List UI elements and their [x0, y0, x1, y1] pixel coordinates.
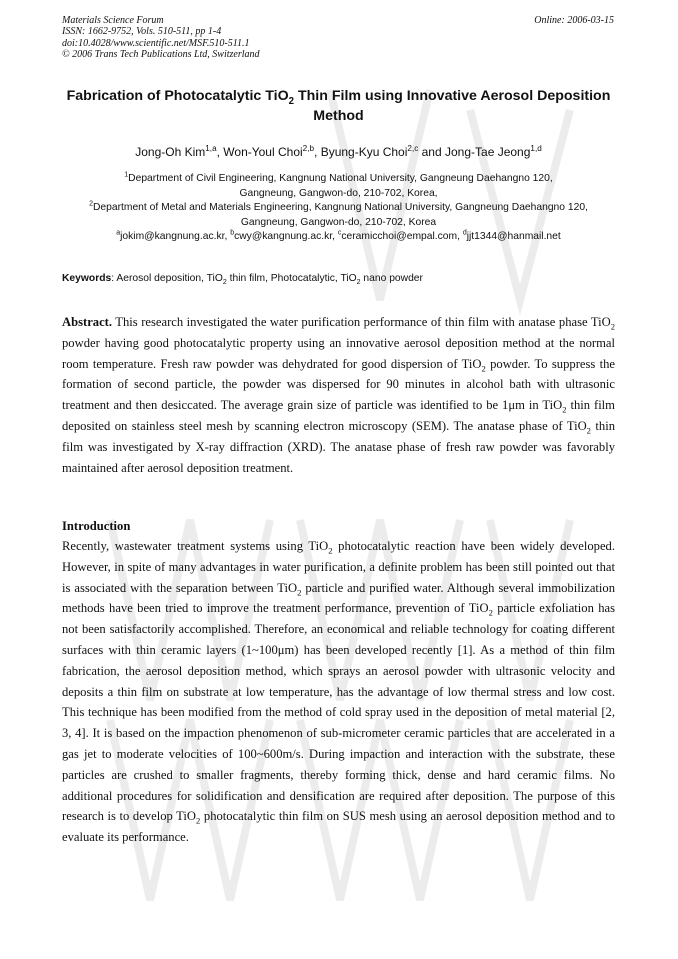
email-sup: b [230, 229, 235, 237]
affiliations [60, 172, 617, 245]
intro-sub: 2 [196, 815, 201, 826]
email-address: jokim@kangnung.ac.kr, [120, 231, 231, 243]
abstract-sub: 2 [610, 321, 615, 332]
abstract-text: This research investigated the water purification performance of thin film with anatase phase TiO [112, 315, 611, 329]
author-name: Jong-Tae Jeong [445, 145, 531, 159]
abstract-sub: 2 [481, 363, 486, 374]
author [445, 145, 542, 159]
copyright-line: © 2006 Trans Tech Publications Ltd, Switzerland [62, 49, 260, 61]
intro-text: photocatalytic reaction have been widely developed. However, in spite of many advantages in water purification, a definite problem has been still pointed out that is associated with the separation between TiO [62, 539, 615, 595]
author-sup: 1,a [205, 144, 217, 153]
email-sup: d [462, 229, 467, 237]
online-date: Online: 2006-03-15 [534, 15, 614, 26]
keywords-text: thin film, Photocatalytic, TiO [226, 273, 357, 284]
email-sup: a [116, 229, 121, 237]
title-text-2: Thin Film using Innovative Aerosol Deposition Method [294, 88, 611, 124]
affiliation-1-line-2: Gangneung, Gangwon-do, 210-702, Korea, [239, 187, 438, 199]
title-text-1: Fabrication of Photocatalytic TiO [66, 88, 289, 104]
email-sup: c [337, 229, 342, 237]
affil-sup: 2 [89, 200, 93, 208]
journal-name: Materials Science Forum [62, 15, 164, 26]
keywords-sub: 2 [222, 279, 227, 287]
author-name: Jong-Oh Kim [135, 145, 206, 159]
abstract-text: powder. To suppress the formation of second particle, the powder was dispersed for 90 minutes in alcohol bath with ultrasonic treatment and then desiccated. The average grain size of particle was identified to be 1μm in TiO [62, 356, 615, 413]
keywords-sub: 2 [356, 279, 361, 287]
email-address: jjt1344@hanmail.net [466, 231, 561, 243]
intro-text: particle and purified water. Although several immobilization methods have been tried to improve the treatment performance, prevention of TiO [62, 580, 615, 616]
abstract [62, 312, 615, 478]
keywords-text: : Aerosol deposition, TiO [111, 273, 223, 284]
introduction-body [62, 536, 615, 848]
author [223, 145, 314, 159]
introduction-heading: Introduction [62, 519, 131, 533]
author-name: Byung-Kyu Choi [320, 145, 408, 159]
affiliation-1-line-1 [60, 172, 617, 187]
keywords-label: Keywords [62, 273, 112, 284]
intro-sub: 2 [488, 607, 493, 618]
author-name: Won-Youl Choi [223, 145, 303, 159]
intro-text: particle exfoliation has not been satisfactorily accomplished. Therefore, an economical and reliable technology for coating different surfaces with thin ceramic layers (1~100μm) has been developed recently [1]. As a method of thin film fabrication, the aerosol deposition method, which sprays an aerosol powder with ultrasonic velocity and deposits a thin film on substrate at low temperature, has the advantage of low thermal stress and low cost. This technique has been modified from the method of cold spray used in the deposition of metal material [2, 3, 4]. It is based on the impaction phenomenon of sub-micrometer ceramic particles that are accelerated in a gas jet to moderate velocities of 100~600m/s. During impaction and interaction with the substrate, these particles are crushed to smaller fragments, thereby forming thick, dense and hard ceramic films. No additional procedures for solidification and densification are required after deposition. The purpose of this research is to develop TiO [62, 601, 616, 824]
keywords-text: nano powder [360, 273, 423, 284]
doi-line: doi:10.4028/www.scientific.net/MSF.510-511.1 [62, 37, 250, 49]
author-sup: 2,c [407, 144, 419, 153]
abstract-text: thin film was investigated by X-ray diffraction (XRD). The anatase phase of fresh raw powder was favorably maintained after aerosol deposition treatment. [62, 418, 615, 475]
paper-title [62, 86, 615, 126]
author-sep: , [314, 145, 321, 159]
author-sup: 1,d [530, 144, 542, 153]
email-address: ceramicchoi@empal.com, [341, 231, 463, 243]
author [321, 145, 419, 159]
author-sep: and [418, 145, 445, 159]
intro-text: Recently, wastewater treatment systems using TiO [62, 539, 329, 553]
author-list [62, 144, 615, 160]
email-line [60, 230, 617, 245]
author-sep: , [216, 145, 224, 159]
intro-sub: 2 [328, 545, 333, 556]
intro-text: photocatalytic thin film on SUS mesh using an aerosol deposition method and to evaluate its performance. [62, 809, 616, 845]
author-sup: 2,b [302, 144, 315, 153]
affil-sup: 1 [124, 171, 129, 179]
abstract-sub: 2 [586, 425, 591, 436]
author [135, 145, 216, 159]
affiliation-2-line-2: Gangneung, Gangwon-do, 210-702, Korea [240, 216, 437, 228]
issn-line: ISSN: 1662-9752, Vols. 510-511, pp 1-4 [62, 26, 222, 38]
journal-header [62, 15, 260, 61]
affil-text: Department of Civil Engineering, Kangnung National University, Gangneung Daehangno 120, [128, 173, 553, 184]
abstract-label: Abstract. [62, 315, 113, 329]
abstract-sub: 2 [562, 404, 567, 415]
affil-text: Department of Metal and Materials Engineering, Kangnung National University, Gangneung Daehangno 120, [92, 202, 588, 214]
keywords [62, 272, 615, 286]
abstract-text: powder having good photocatalytic property using an innovative aerosol deposition method at the normal room temperature. Fresh raw powder was dehydrated for good dispersion of TiO [62, 335, 615, 371]
intro-sub: 2 [297, 587, 302, 598]
abstract-text: thin film deposited on stainless steel mesh by scanning electron microscopy (SEM). The anatase phase of TiO [62, 398, 615, 433]
affiliation-2-line-1 [60, 201, 617, 216]
email-address: cwy@kangnung.ac.kr, [234, 231, 338, 243]
title-subscript: 2 [288, 95, 295, 107]
